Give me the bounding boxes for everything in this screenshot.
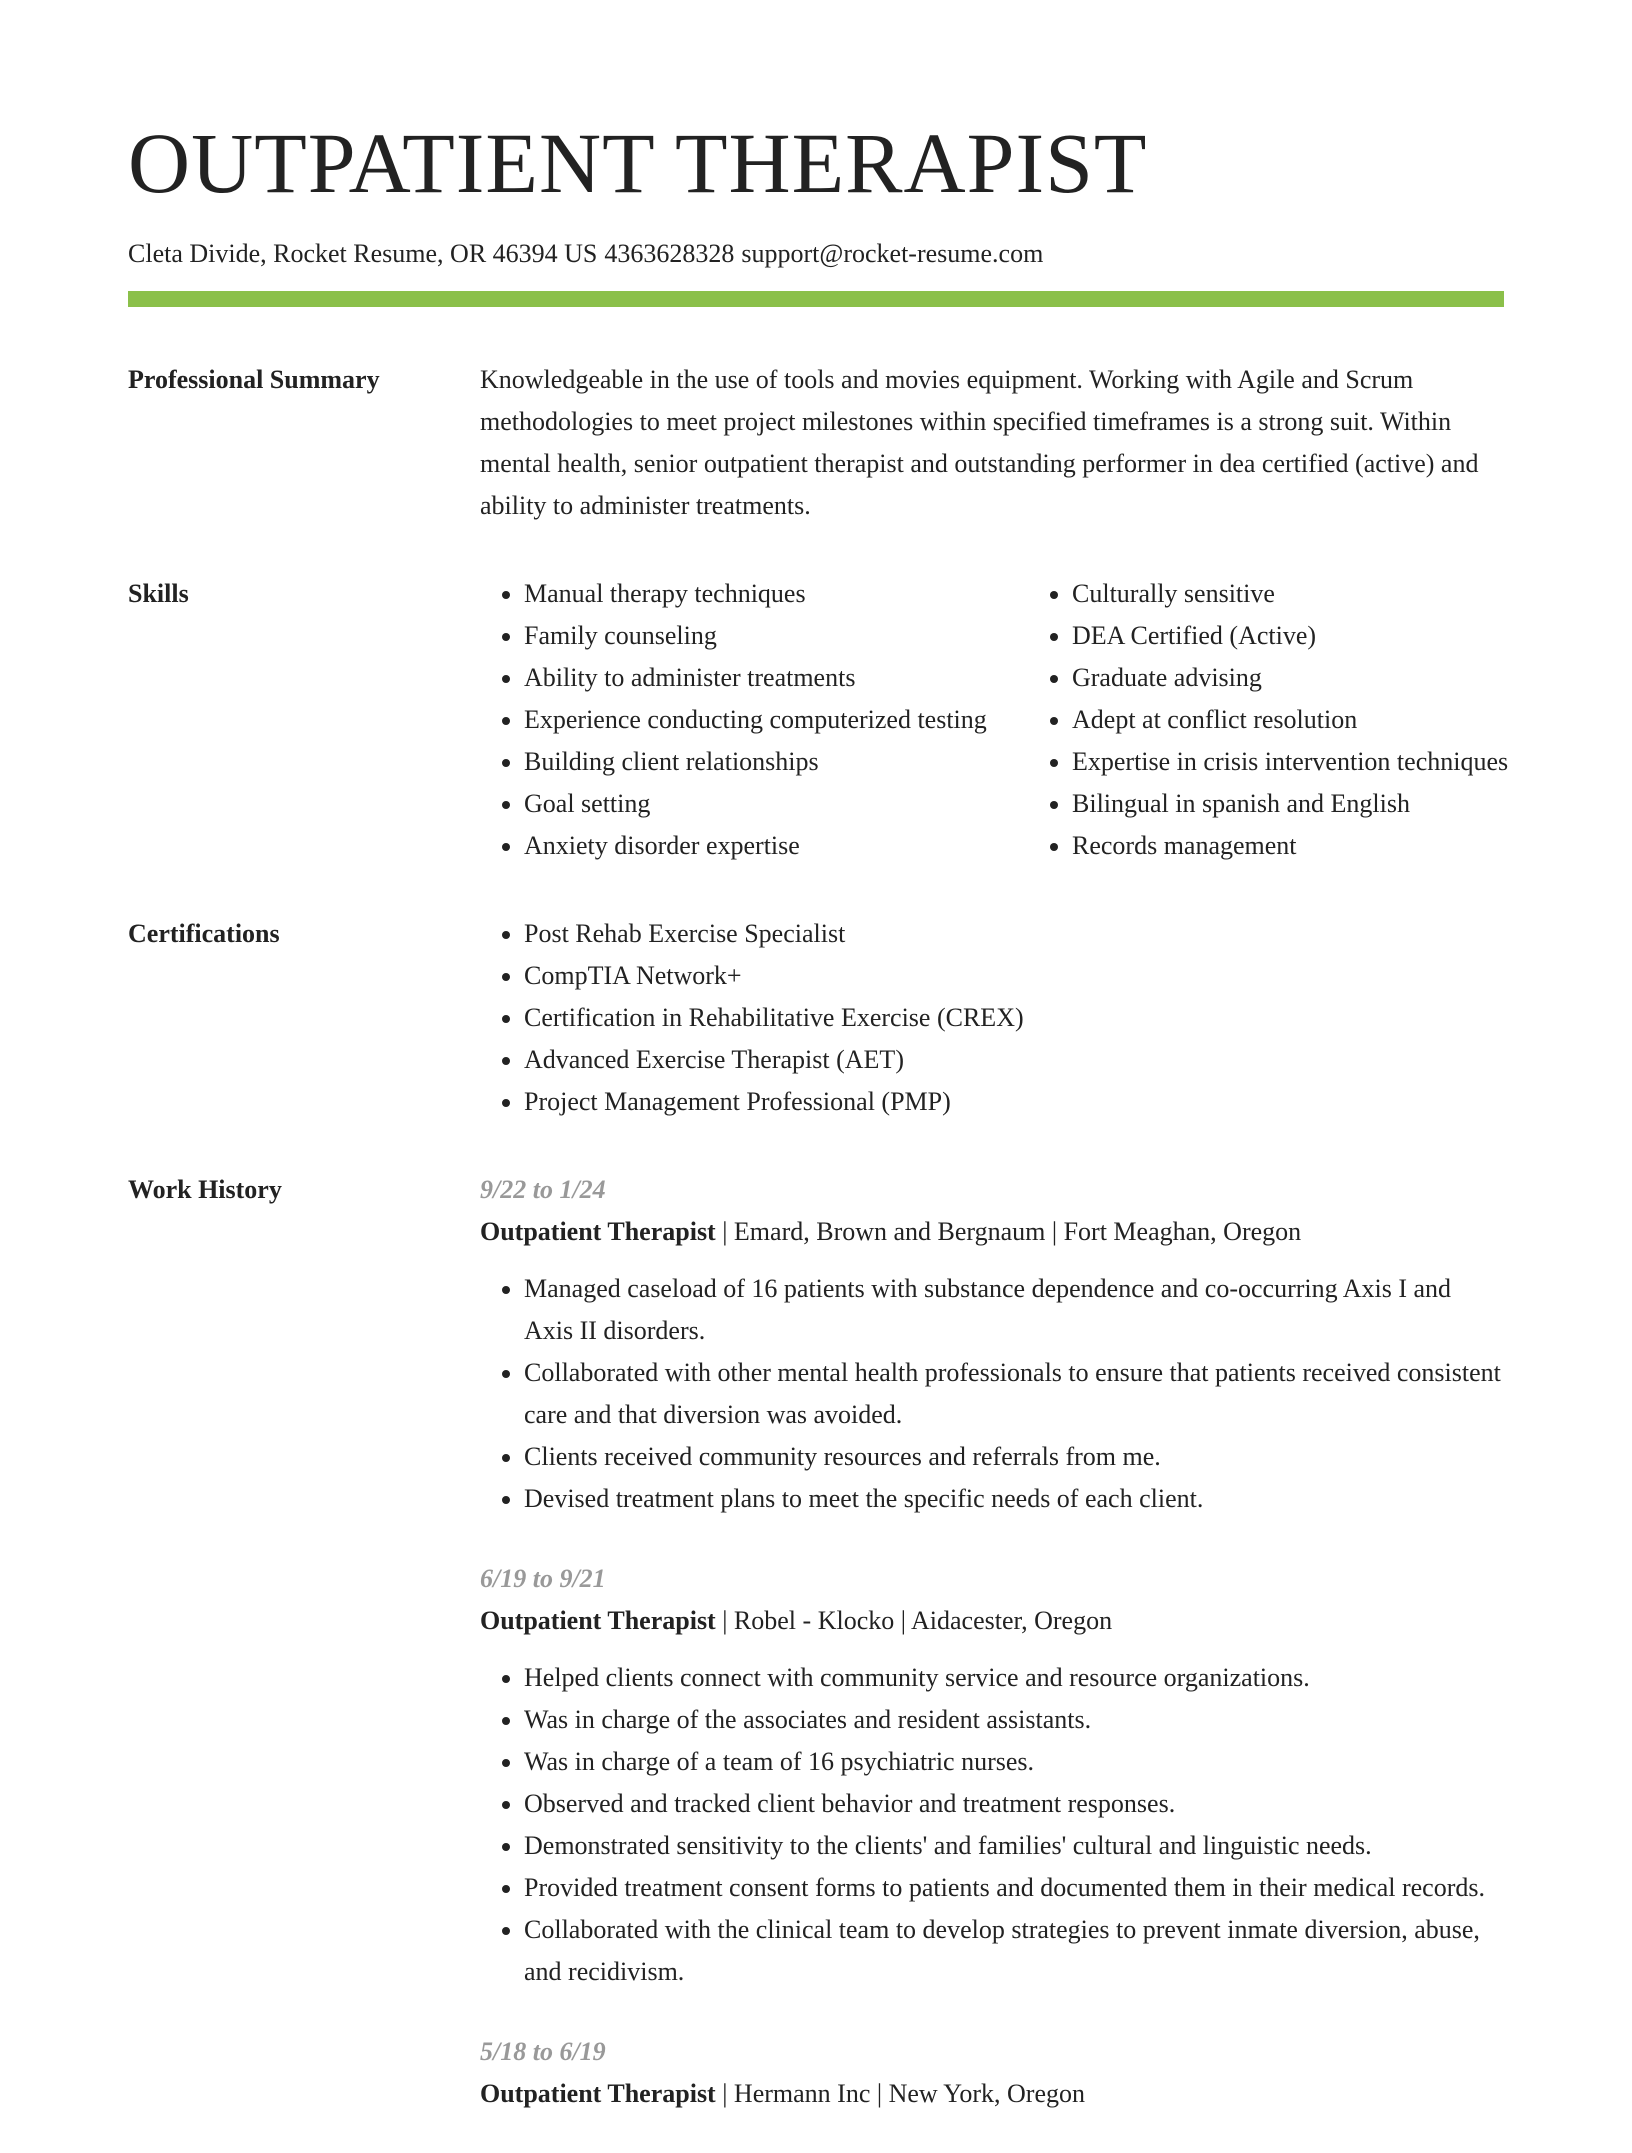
skill-item: • DEA Certified (Active) [1072, 615, 1576, 657]
job-duty: • Clients received community resources and referrals from me. [524, 1436, 1504, 1478]
certifications-section [128, 913, 1504, 1123]
certification-item: • Certification in Rehabilitative Exercise (CREX) [524, 997, 1504, 1039]
certification-item: • Advanced Exercise Therapist (AET) [524, 1039, 1504, 1081]
job-employer: | Emard, Brown and Bergnaum | Fort Meaghan, Oregon [722, 1217, 1302, 1247]
skill-item: • Records management [1072, 825, 1576, 867]
job-dates: 9/22 to 1/24 [480, 1175, 606, 1205]
certification-item: • CompTIA Network+ [524, 955, 1504, 997]
certification-item: • Project Management Professional (PMP) [524, 1081, 1504, 1123]
job-duty: • Was in charge of the associates and resident assistants. [524, 1699, 1504, 1741]
job-entry [480, 1169, 1504, 1520]
certifications-list [480, 913, 1504, 1123]
skills-list-left [480, 573, 1028, 867]
section-label: Work History [128, 1175, 282, 1205]
skill-item: • Expertise in crisis intervention techniques [1072, 741, 1576, 783]
skill-item: • Culturally sensitive [1072, 573, 1576, 615]
job-dates: 5/18 to 6/19 [480, 2037, 606, 2067]
job-role-line [480, 1600, 1504, 1642]
resume-page [128, 115, 1509, 2153]
skill-item: • Building client relationships [524, 741, 1028, 783]
skill-item: • Adept at conflict resolution [1072, 699, 1576, 741]
section-content [480, 573, 1576, 867]
job-duty: • Provided treatment consent forms to patients and documented them in their medical records. [524, 1867, 1504, 1909]
job-title: Outpatient Therapist [480, 1217, 716, 1247]
summary-section [128, 359, 1504, 527]
contact-phone: 4363628328 [604, 239, 735, 268]
job-duty: • Collaborated with other mental health professionals to ensure that patients received consistent care and that diversion was avoided. [524, 1352, 1504, 1436]
job-title: Outpatient Therapist [480, 2079, 716, 2109]
job-duty: • Helped clients connect with community service and resource organizations. [524, 1657, 1504, 1699]
skill-item: • Family counseling [524, 615, 1028, 657]
job-duties-list [480, 1268, 1504, 1520]
skill-item: • Bilingual in spanish and English [1072, 783, 1576, 825]
job-duties-list [480, 1657, 1504, 1993]
job-entry [480, 2031, 1504, 2115]
job-dates: 6/19 to 9/21 [480, 1564, 606, 1594]
contact-line [128, 238, 1504, 269]
header-divider [128, 291, 1504, 307]
job-duty: • Collaborated with the clinical team to develop strategies to prevent inmate diversion, abuse, and recidivism. [524, 1909, 1504, 1993]
job-duty: • Managed caseload of 16 patients with substance dependence and co-occurring Axis I and Axis II disorders. [524, 1268, 1504, 1352]
skill-item: • Graduate advising [1072, 657, 1576, 699]
certification-item: • Post Rehab Exercise Specialist [524, 913, 1504, 955]
job-employer: | Hermann Inc | New York, Oregon [722, 2079, 1085, 2109]
skills-list-right [1028, 573, 1576, 867]
skill-item: • Manual therapy techniques [524, 573, 1028, 615]
job-entry [480, 1558, 1504, 1993]
contact-address: Cleta Divide, Rocket Resume, OR 46394 US [128, 239, 598, 268]
job-employer: | Robel - Klocko | Aidacester, Oregon [722, 1606, 1113, 1636]
job-duty: • Observed and tracked client behavior and treatment responses. [524, 1783, 1504, 1825]
section-label: Skills [128, 579, 189, 609]
skills-section [128, 573, 1509, 867]
job-duty: • Was in charge of a team of 16 psychiatric nurses. [524, 1741, 1504, 1783]
section-content [480, 913, 1504, 1123]
resume-title: OUTPATIENT THERAPIST [128, 115, 1148, 211]
job-role-line [480, 1211, 1504, 1253]
job-duty: • Devised treatment plans to meet the specific needs of each client. [524, 1478, 1504, 1520]
section-label: Professional Summary [128, 365, 380, 395]
job-title: Outpatient Therapist [480, 1606, 716, 1636]
summary-text: Knowledgeable in the use of tools and movies equipment. Working with Agile and Scrum methodologies to meet project milestones within specified timeframes is a strong suit. Within mental health, senior outpatient therapist and outstanding performer in dea certified (active) and ability to administer treatments. [480, 365, 1479, 521]
skill-item: • Ability to administer treatments [524, 657, 1028, 699]
contact-email[interactable]: support@rocket-resume.com [741, 239, 1044, 268]
skill-item: • Experience conducting computerized testing [524, 699, 1028, 741]
skill-item: • Anxiety disorder expertise [524, 825, 1028, 867]
skill-item: • Goal setting [524, 783, 1028, 825]
work-history-section [128, 1169, 1504, 2153]
section-label: Certifications [128, 919, 280, 949]
job-role-line [480, 2073, 1504, 2115]
job-duty: • Demonstrated sensitivity to the clients' and families' cultural and linguistic needs. [524, 1825, 1504, 1867]
section-content [480, 1169, 1504, 2153]
section-content [480, 359, 1504, 527]
